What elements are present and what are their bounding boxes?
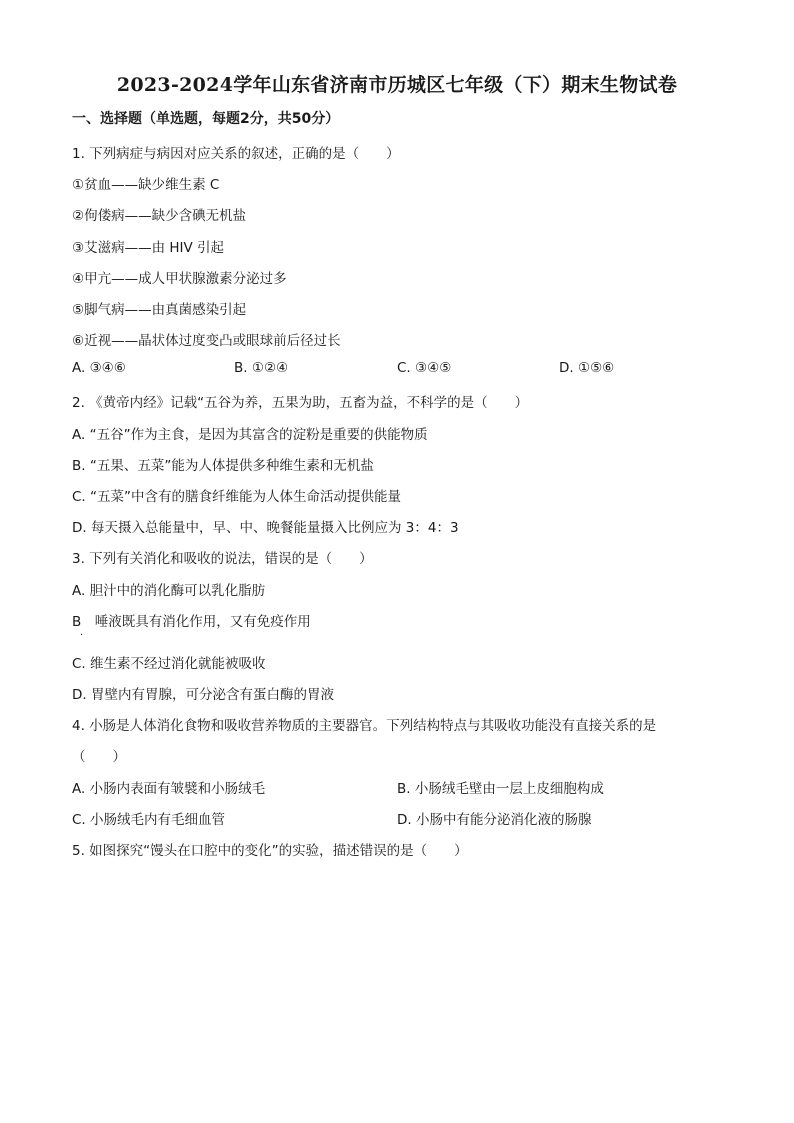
- question-1-item: ③艾滋病——由 HIV 引起: [72, 240, 225, 256]
- question-4-option-d: D. 小肠中有能分泌消化液的肠腺: [397, 812, 592, 828]
- question-1-option-c: C. ③④⑤: [397, 360, 452, 376]
- question-2-stem: 2. 《黄帝内经》记载“五谷为养，五果为助，五畜为益，不科学的是（ ）: [72, 395, 529, 411]
- question-4-option-a: A. 小肠内表面有皱襞和小肠绒毛: [72, 781, 266, 797]
- stray-mark: .: [80, 627, 84, 638]
- question-3-option-b: B 唾液既具有消化作用，又有免疫作用: [72, 614, 311, 630]
- exam-title: 2023-2024学年山东省济南市历城区七年级（下）期末生物试卷: [116, 74, 678, 96]
- question-1-option-a: A. ③④⑥: [72, 360, 126, 376]
- question-1-item: ④甲亢——成人甲状腺激素分泌过多: [72, 271, 287, 287]
- question-2-option-d: D. 每天摄入总能量中，早、中、晚餐能量摄入比例应为 3：4：3: [72, 520, 459, 536]
- question-2-option-b: B. “五果、五菜”能为人体提供多种维生素和无机盐: [72, 458, 374, 474]
- question-2-option-a: A. “五谷”作为主食，是因为其富含的淀粉是重要的供能物质: [72, 427, 428, 443]
- question-1-item: ⑥近视——晶状体过度变凸或眼球前后径过长: [72, 333, 341, 349]
- question-3-stem: 3. 下列有关消化和吸收的说法，错误的是（ ）: [72, 551, 373, 567]
- question-1-stem: 1. 下列病症与病因对应关系的叙述，正确的是（ ）: [72, 146, 400, 162]
- section-heading: 一、选择题（单选题，每题2分，共50分）: [72, 111, 340, 127]
- question-3-option-c: C. 维生素不经过消化就能被吸收: [72, 656, 266, 672]
- question-1-option-d: D. ①⑤⑥: [559, 360, 615, 376]
- question-3-option-d: D. 胃壁内有胃腺，可分泌含有蛋白酶的胃液: [72, 687, 334, 703]
- question-1-option-b: B. ①②④: [234, 360, 289, 376]
- question-4-stem: 4. 小肠是人体消化食物和吸收营养物质的主要器官。下列结构特点与其吸收功能没有直接关系的是: [72, 718, 657, 734]
- question-1-item: ②佝偻病——缺少含碘无机盐: [72, 208, 247, 224]
- question-1-item: ①贫血——缺少维生素 C: [72, 177, 220, 193]
- question-1-item: ⑤脚气病——由真菌感染引起: [72, 302, 247, 318]
- question-3-option-a: A. 胆汁中的消化酶可以乳化脂肪: [72, 583, 266, 599]
- question-4-stem-bracket: （ ）: [72, 749, 126, 765]
- question-4-option-b: B. 小肠绒毛壁由一层上皮细胞构成: [397, 781, 604, 797]
- question-5-stem: 5. 如图探究“馒头在口腔中的变化”的实验，描述错误的是（ ）: [72, 843, 468, 859]
- question-2-option-c: C. “五菜”中含有的膳食纤维能为人体生命活动提供能量: [72, 489, 401, 505]
- question-4-option-c: C. 小肠绒毛内有毛细血管: [72, 812, 226, 828]
